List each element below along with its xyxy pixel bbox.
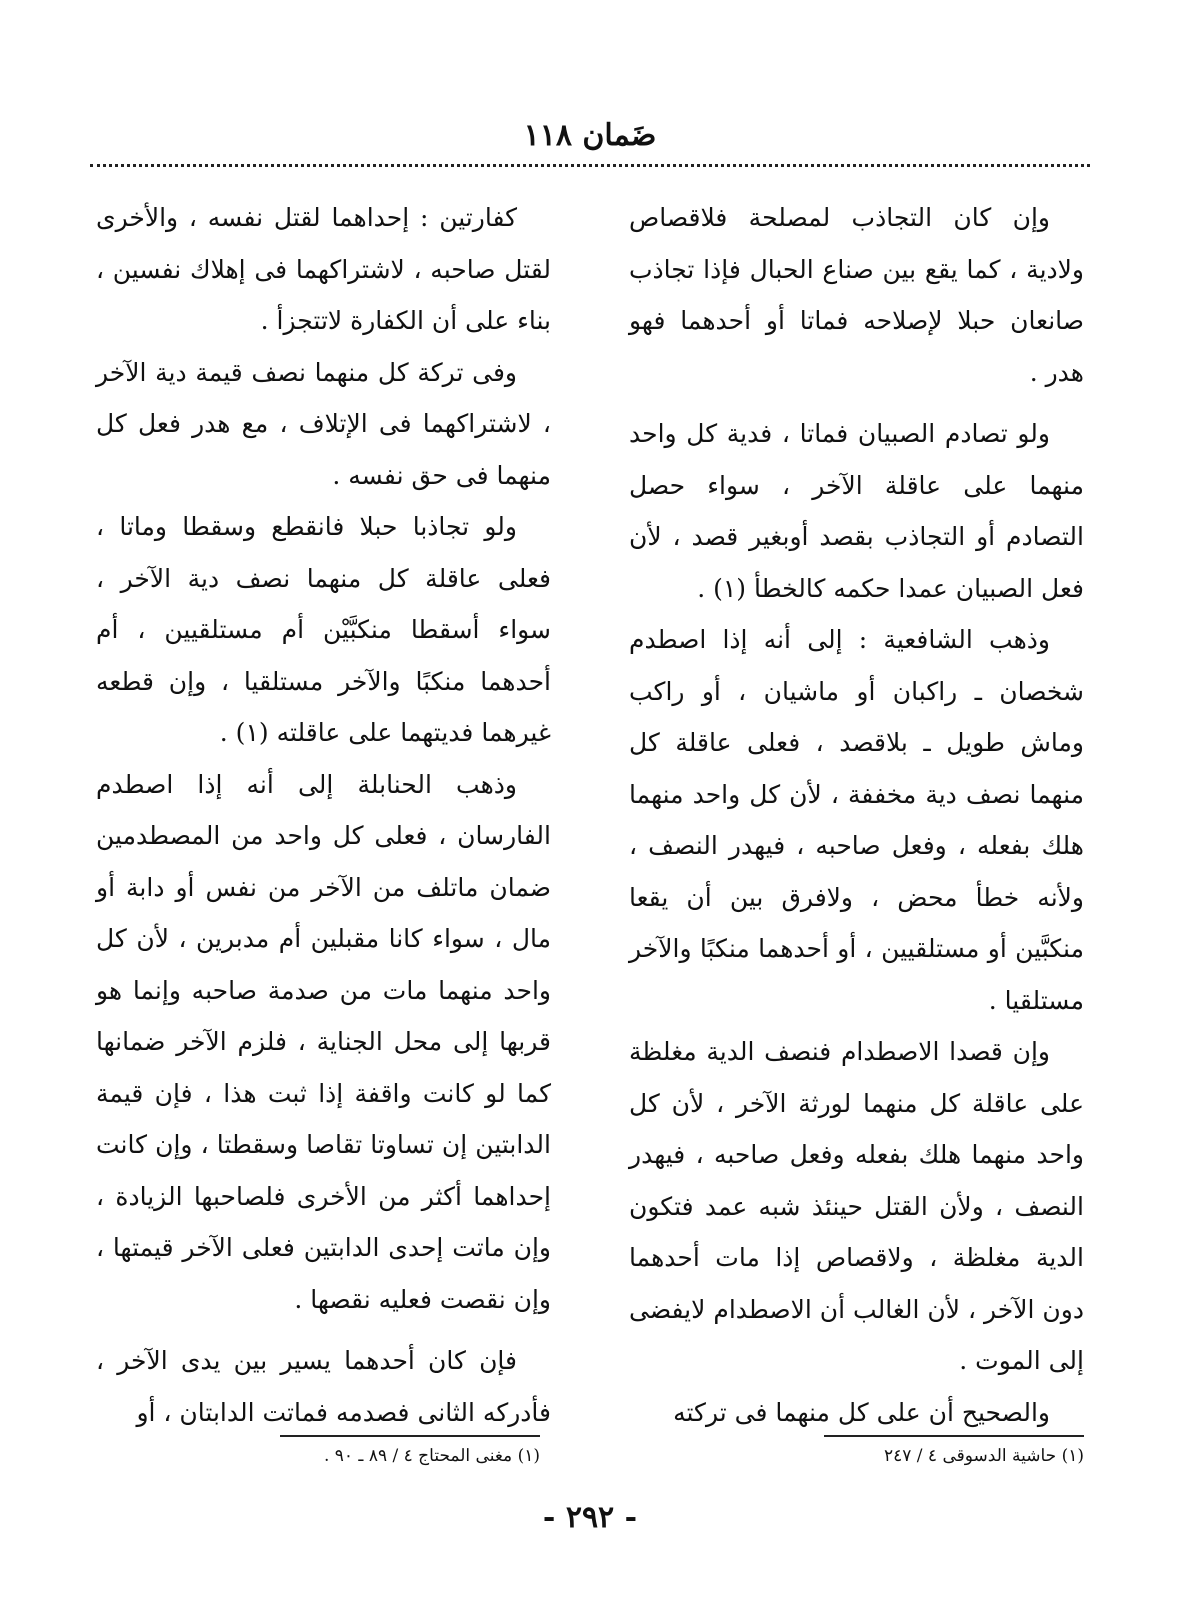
paragraph: وذهب الشافعية : إلى أنه إذا اصطدم شخصان ـ راكبان أو ماشيان ، أو راكب وماش طويل ـ بلاقصد ، فعلى عاقلة كل منهما نصف دية مخففة ، لأن كل واحد منهما هلك بفعله ، وفعل صاحبه ، فيهدر النصف ، ولأنه خطأ محض ، ولافرق بين أن يقعا منكبَّين أو مستلقيين ، أو أحدهما منكبًا والآخر مستلقيا . [629, 625, 1084, 1015]
paragraph: ولو تصادم الصبيان فماتا ، فدية كل واحد منهما على عاقلة الآخر ، سواء حصل التصادم أو التجاذب بقصد أوبغير قصد ، لأن فعل الصبيان عمدا حكمه كالخطأ (١) . [629, 419, 1084, 603]
paragraph: وذهب الحنابلة إلى أنه إذا اصطدم الفارسان ، فعلى كل واحد من المصطدمين ضمان ماتلف من الآخر من نفس أو دابة أو مال ، سواء كانا مقبلين أم مدبرين ، لأن كل واحد منهما مات من صدمة صاحبه وإنما هو قربها إلى محل الجناية ، فلزم الآخر ضمانها كما لو كانت واقفة إذا ثبت هذا ، فإن قيمة الدابتين إن تساوتا تقاصا وسقطتا ، وإن كانت إحداهما أكثر من الأخرى فلصاحبها الزيادة ، وإن ماتت إحدى الدابتين فعلى الآخر قيمتها ، وإن نقصت فعليه نقصها . [96, 769, 551, 1314]
footnote-left: (١) مغنى المحتاج ٤ / ٨٩ ـ ٩٠ . [323, 1446, 540, 1466]
paragraph: وفى تركة كل منهما نصف قيمة دية الآخر ، لاشتراكهما فى الإتلاف ، مع هدر فعل كل منهما فى حق نفسه . [96, 357, 551, 490]
paragraph: كفارتين : إحداهما لقتل نفسه ، والأخرى لقتل صاحبه ، لاشتراكهما فى إهلاك نفسين ، بناء على أن الكفارة لاتتجزأ . [96, 203, 551, 335]
right-column [629, 192, 1084, 1438]
footnote-rule-left [280, 1435, 540, 1437]
paragraph: والصحيح أن على كل منهما فى تركته [673, 1397, 1050, 1427]
header-dotted-rule [90, 164, 1090, 167]
page-title: ضَمان ١١٨ [523, 118, 657, 153]
page-number: - ٢٩٢ - [542, 1500, 638, 1535]
footnote-right: (١) حاشية الدسوقى ٤ / ٢٤٧ [883, 1446, 1084, 1466]
paragraph: فإن كان أحدهما يسير بين يدى الآخر ، فأدركه الثانى فصدمه فماتت الدابتان ، أو [96, 1346, 551, 1427]
paragraph: وإن كان التجاذب لمصلحة فلاقصاص ولادية ، كما يقع بين صناع الحبال فإذا تجاذب صانعان حبلا لإصلاحه فماتا أو أحدهما فهو هدر . [629, 203, 1084, 387]
paragraph: وإن قصدا الاصطدام فنصف الدية مغلظة على عاقلة كل منهما لورثة الآخر ، لأن كل واحد منهما هلك بفعله وفعل صاحبه ، فيهدر النصف ، ولأن القتل حينئذ شبه عمد فتكون الدية مغلظة ، ولاقصاص إذا مات أحدهما دون الآخر ، لأن الغالب أن الاصطدام لايفضى إلى الموت . [629, 1037, 1084, 1375]
left-column [96, 192, 551, 1438]
footnote-rule-right [824, 1435, 1084, 1437]
paragraph: ولو تجاذبا حبلا فانقطع وسقطا وماتا ، فعلى عاقلة كل منهما نصف دية الآخر ، سواء أسقطا منكبَّيْن أم مستلقيين ، أم أحدهما منكبًا والآخر مستلقيا ، وإن قطعه غيرهما فديتهما على عاقلته (١) . [96, 512, 551, 747]
